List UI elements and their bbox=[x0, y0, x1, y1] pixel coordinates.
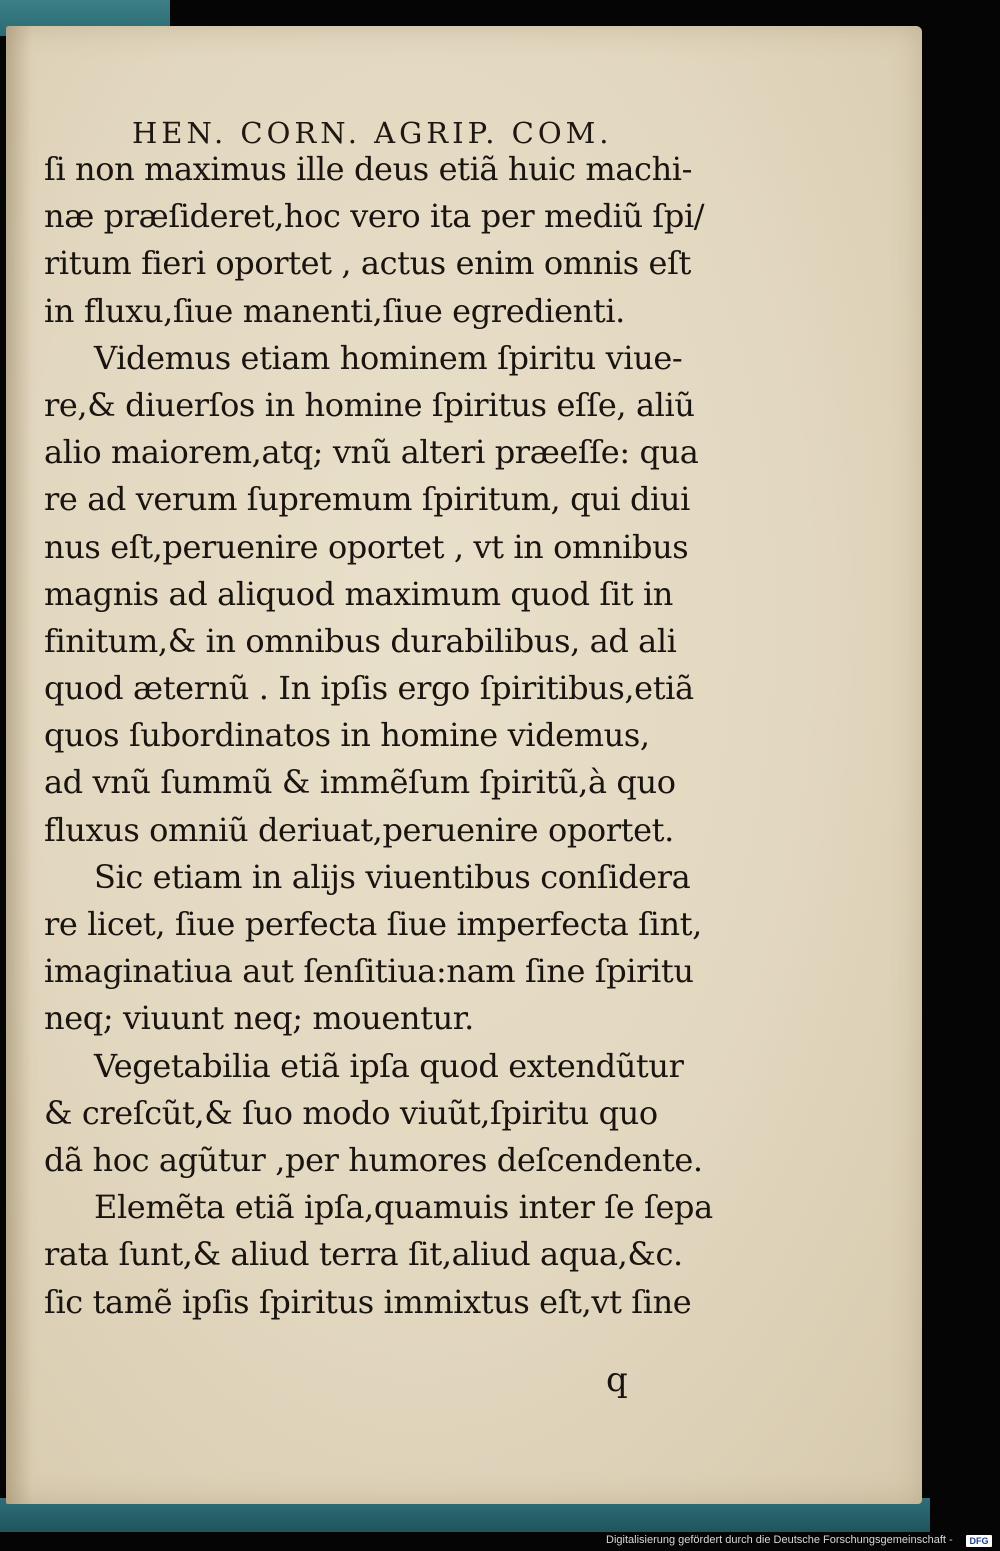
page-gutter-shadow bbox=[6, 26, 32, 1504]
text-line: rata ſunt,& aliud terra ſit,aliud aqua,&c. bbox=[44, 1235, 683, 1274]
text-line: dã hoc agũtur ,per humores deſcendente. bbox=[44, 1140, 703, 1179]
text-line: re,& diuerſos in homine ſpiritus eſſe, aliũ bbox=[44, 385, 695, 424]
digitization-credit: Digitalisierung gefördert durch die Deutsche Forschungsgemeinschaft - bbox=[606, 1534, 953, 1546]
page-body-text bbox=[44, 146, 764, 1326]
text-line-paragraph-start: Elemẽta etiã ipſa,quamuis inter ſe ſepa bbox=[94, 1188, 713, 1227]
text-line: alio maiorem,atq; vnũ alteri præeſſe: qua bbox=[44, 433, 699, 472]
text-line-paragraph-start: Vegetabilia etiã ipſa quod extendũtur bbox=[94, 1046, 684, 1085]
text-line: in fluxu,ſiue manenti,ſiue egredienti. bbox=[44, 291, 625, 330]
running-header: HEN. CORN. AGRIP. COM. bbox=[132, 116, 613, 150]
text-line: ritum fieri oportet , actus enim omnis eſt bbox=[44, 244, 691, 283]
text-line: fluxus omniũ deriuat,peruenire oportet. bbox=[44, 810, 674, 849]
text-line: & creſcũt,& ſuo modo viuũt,ſpiritu quo bbox=[44, 1093, 658, 1132]
text-line: re ad verum ſupremum ſpiritum, qui diui bbox=[44, 480, 690, 519]
text-line: ad vnũ ſummũ & immẽſum ſpiritũ,à quo bbox=[44, 763, 676, 802]
text-line: næ præſideret,hoc vero ita per mediũ ſpi/ bbox=[44, 197, 705, 236]
signature-mark: q bbox=[606, 1360, 628, 1400]
dfg-logo: DFG bbox=[966, 1535, 992, 1547]
text-line: finitum,& in omnibus durabilibus, ad ali bbox=[44, 621, 677, 660]
text-line-paragraph-start: Videmus etiam hominem ſpiritu viue- bbox=[94, 338, 683, 377]
text-line: neq; viuunt neq; mouentur. bbox=[44, 999, 474, 1038]
text-line: imaginatiua aut ſenſitiua:nam ſine ſpiritu bbox=[44, 952, 694, 991]
text-line: quos ſubordinatos in homine videmus, bbox=[44, 716, 650, 755]
text-line: nus eſt,peruenire oportet , vt in omnibus bbox=[44, 527, 689, 566]
text-line: ſic tamẽ ipſis ſpiritus immixtus eſt,vt ſine bbox=[44, 1282, 692, 1321]
text-line: re licet, ſiue perfecta ſiue imperfecta ſint, bbox=[44, 905, 702, 943]
text-line: ſi non maximus ille deus etiã huic machi- bbox=[44, 150, 693, 188]
text-line: magnis ad aliquod maximum quod ſit in bbox=[44, 574, 673, 613]
text-line: quod æternũ . In ipſis ergo ſpiritibus,etiã bbox=[44, 669, 694, 708]
text-line-paragraph-start: Sic etiam in alijs viuentibus conſidera bbox=[94, 857, 691, 896]
